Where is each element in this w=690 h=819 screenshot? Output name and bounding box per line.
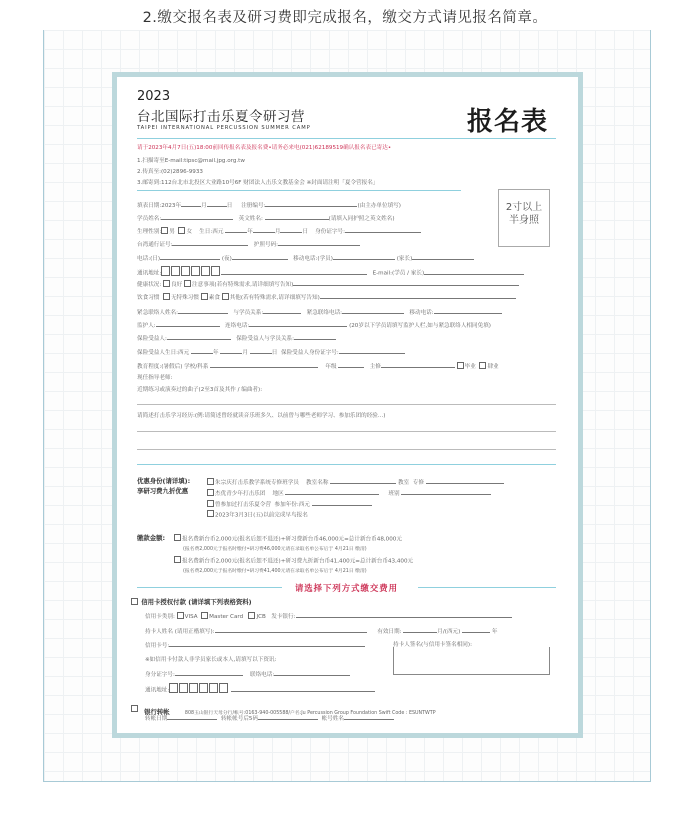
payment-opt-2 [174, 556, 413, 565]
payer-phone-field[interactable] [274, 669, 350, 676]
credit-card-option [131, 597, 252, 606]
account-name-field[interactable] [344, 713, 394, 720]
english-name-field[interactable] [265, 213, 329, 220]
major-field-2[interactable] [426, 477, 504, 484]
expiry-label: 有效日期: [377, 629, 402, 635]
non-parent-note: ※如信用卡付款人非学员家长或本人,请填写以下资讯: [145, 657, 277, 663]
expiry-month-field[interactable] [403, 626, 437, 633]
zip-box[interactable] [179, 683, 188, 693]
phone-day-label: 电话:(日) [137, 256, 161, 262]
row-gender [137, 226, 421, 235]
area-field[interactable] [285, 488, 379, 495]
ben-day-field[interactable] [250, 347, 272, 354]
heading-rule-right [418, 587, 556, 588]
camp-name-en: TAIPEI INTERNATIONAL PERCUSSION SUMMER CAMP [137, 125, 311, 131]
birth-year-field[interactable] [225, 226, 247, 233]
payer-id-label: 身分证字号: [145, 672, 175, 678]
relation-label: 与学员关系: [233, 310, 264, 316]
id-no-label: 身份证字号: [315, 229, 346, 235]
experience-line-2[interactable] [137, 449, 556, 450]
graduated-checkbox[interactable] [457, 362, 464, 369]
photo-box[interactable] [498, 189, 550, 247]
card-no-field[interactable] [169, 640, 365, 647]
reg-no-label: 注册编号: [241, 203, 266, 209]
row-emergency [137, 307, 502, 316]
diet-veg-checkbox[interactable] [201, 293, 208, 300]
phone-day-field[interactable] [160, 253, 220, 260]
payment-method-heading [137, 582, 556, 592]
zip-box[interactable] [191, 266, 200, 276]
enrolled-checkbox[interactable] [479, 362, 486, 369]
day-label-3: 日 [271, 350, 278, 356]
discount-opt4-label: 2023年3月3日(五)以前完成早鸟报名 [215, 512, 308, 519]
master-checkbox[interactable] [201, 612, 208, 619]
phone-night-field[interactable] [232, 253, 288, 260]
account-name-label: 帐号姓名 [321, 716, 345, 722]
photo-box-line2: 半身照 [509, 215, 539, 226]
zip-box[interactable] [219, 683, 228, 693]
reg-no-note: (由主办单位填写) [357, 203, 401, 209]
credit-card-title: 信用卡授权付款 (请详填下列表格资料) [141, 598, 252, 606]
row-address [137, 266, 524, 277]
payment-opt2-label: 报名费新台币2,000元(报名后恕不退还)+研习费九折新台币41,400元=总计新台币43,400元 [182, 558, 414, 565]
address-field[interactable] [221, 268, 367, 275]
payment-opt1-note: (报名费2,000元于报名时缴付•研习费46,000元请在录取名单公布后于 4月21日 缴清) [183, 547, 367, 552]
discount-opt2-checkbox[interactable] [207, 489, 214, 496]
row-phones [137, 253, 474, 262]
mobile-student-field[interactable] [333, 253, 395, 260]
form-title: 报名表 [466, 107, 548, 137]
year-label: 年 [247, 229, 253, 235]
english-name-label: 英文姓名: [238, 216, 263, 222]
month-label-3: 月 [242, 350, 249, 356]
row-fill-date [137, 200, 401, 209]
discount-opt2-label: 杰优青少年打击乐团 [215, 491, 266, 497]
mobile-parent-field[interactable] [412, 253, 474, 260]
diet-other-field[interactable] [320, 292, 516, 299]
registration-form-card [112, 72, 583, 738]
expiry-month-label: 月/(西元) [437, 629, 461, 635]
row-health [137, 279, 519, 288]
visa-checkbox[interactable] [177, 612, 184, 619]
diet-label: 饮食习惯 [137, 295, 160, 301]
address-label: 通讯地址: [137, 270, 162, 277]
diet-veg-label: 素食 [208, 295, 220, 301]
payer-id-field[interactable] [175, 669, 243, 676]
health-note-checkbox[interactable] [184, 280, 191, 287]
discount-sub-label: 享研习费九折优惠 [137, 487, 189, 495]
payment-opt1-checkbox[interactable] [174, 534, 181, 541]
class-field[interactable] [401, 488, 491, 495]
zip-box[interactable] [169, 683, 178, 693]
beneficiary-field[interactable] [167, 333, 231, 340]
row-card-no [145, 640, 365, 649]
row-guardian [137, 320, 491, 329]
tw-permit-field[interactable] [172, 239, 248, 246]
submit-method-1: 1.扫描寄至E-mail:tipsc@mail.jpg.org.tw [137, 158, 245, 164]
header-divider [137, 138, 556, 139]
diet-none-checkbox[interactable] [163, 293, 170, 300]
id-no-field[interactable] [345, 226, 421, 233]
section-divider [137, 464, 556, 465]
enrolled-label: 肄业 [487, 364, 499, 370]
year-label-3: 年 [213, 350, 219, 356]
holder-name-label: 持卡人姓名 (请用正楷填写): [145, 629, 215, 635]
row-payer-address [145, 683, 375, 694]
discount-label: 优惠身份(请详填): [137, 477, 191, 485]
health-good-checkbox[interactable] [163, 280, 170, 287]
last5-label: 转帐帐号后5码 [220, 716, 259, 722]
education-label: 教育程度:(暑假后) 学校/科系 [137, 364, 209, 370]
male-checkbox[interactable] [161, 227, 168, 234]
bank-checkbox[interactable] [131, 705, 138, 712]
experience-line-1[interactable] [137, 431, 556, 432]
issuer-field[interactable] [296, 611, 512, 618]
discount-opt-4 [207, 510, 308, 519]
class-label: 班别 [388, 491, 400, 497]
beneficiary-id-field[interactable] [339, 347, 405, 354]
zip-box[interactable] [209, 683, 218, 693]
contact-phone-label: 连络电话: [225, 323, 250, 329]
signature-label: 持卡人签名(与信用卡签名相同): [393, 642, 472, 648]
signature-box[interactable] [393, 647, 550, 675]
transfer-date-field[interactable] [167, 713, 217, 720]
passport-field[interactable] [278, 239, 360, 246]
payment-opt1-label: 报名费新台币2,000元(报名后恕不退还)+研习费新台币46,000元=总计新台币48,000元 [182, 536, 402, 543]
beneficiary-relation-label: 保险受益人与学员关系: [236, 336, 295, 342]
zip-box[interactable] [201, 266, 210, 276]
email-field[interactable] [424, 268, 524, 275]
diet-other-checkbox[interactable] [222, 293, 229, 300]
month-label: 月 [201, 203, 207, 209]
fill-date-label: 填表日期:2023年 [137, 203, 182, 209]
passport-label: 护照号码: [253, 242, 279, 248]
row-education [137, 361, 499, 370]
emergency-name-label: 紧急联络人姓名: [137, 310, 179, 316]
mobile-student-label: 移动电话:(学员) [293, 256, 333, 262]
reg-no-field[interactable] [265, 200, 357, 207]
transfer-date-label: 转帐日期 [145, 716, 168, 722]
discount-opt1-label: 朱宗庆打击乐教学系统专修班学员 [215, 480, 299, 486]
photo-box-line1: 2寸以上 [505, 202, 543, 213]
emergency-phone-label: 紧急联络电话: [306, 310, 343, 316]
ben-month-field[interactable] [220, 347, 242, 354]
payment-amount-label: 缴款金额: [137, 534, 166, 542]
jcb-label: JCB [256, 614, 266, 620]
recent-pieces-label: 近期练习或演奏过的曲子(2至3首及其作 / 编曲者): [137, 387, 263, 393]
discount-opt-3 [207, 499, 372, 508]
submit-method-3: 3.邮寄到:112台北市北投区大业路10号6F 财团法人击乐文教基金会 ※封面请注明「夏令营报名」 [137, 180, 379, 186]
row-beneficiary-birthday [137, 347, 405, 356]
health-good-label: 良好 [171, 282, 183, 288]
issuer-label: 发卡银行: [271, 614, 296, 620]
english-name-note: (请填入同护照之英文姓名) [328, 216, 395, 222]
tw-permit-label: 台湾通行证号: [137, 242, 173, 248]
major-label: 主修 [369, 364, 381, 370]
zip-box[interactable] [211, 266, 220, 276]
payment-opt2-checkbox[interactable] [174, 556, 181, 563]
card-type-label: 信用卡类别: [145, 614, 175, 620]
phone-night-label: (夜) [221, 256, 232, 262]
major-label-2: 专修 [412, 480, 424, 486]
card-no-label: 信用卡号: [145, 643, 170, 649]
zip-box[interactable] [171, 266, 180, 276]
form-year: 2023 [137, 89, 171, 104]
zip-box[interactable] [181, 266, 190, 276]
room-field[interactable] [330, 477, 396, 484]
discount-opt-1 [207, 477, 504, 486]
payer-address-field[interactable] [231, 685, 375, 692]
discount-opt4-checkbox[interactable] [207, 510, 214, 517]
zip-box[interactable] [199, 683, 208, 693]
discount-opt3-label: 曾参加过打击乐夏令营 [215, 502, 271, 508]
camp-name-cn: 台北国际打击乐夏令研习营 [137, 109, 305, 125]
discount-opt-2 [207, 488, 491, 497]
day-field[interactable] [207, 200, 227, 207]
credit-card-checkbox[interactable] [131, 598, 138, 605]
row-card-type [145, 611, 512, 620]
holder-name-field[interactable] [215, 626, 367, 633]
guardian-label: 监护人: [137, 323, 156, 329]
day-label-2: 日 [302, 229, 309, 235]
month-label-2: 月 [274, 229, 281, 235]
visa-label: VISA [184, 614, 198, 620]
row-bank-transfer [145, 713, 394, 722]
master-label: Master Card [209, 614, 244, 620]
relation-field[interactable] [263, 307, 301, 314]
grade-label: 年级 [325, 364, 337, 370]
area-label: 地区 [272, 491, 284, 497]
diet-other-label: 其他(若有特殊需求,请详细填写告知) [229, 295, 320, 301]
zip-box[interactable] [189, 683, 198, 693]
row-payer-id [145, 669, 350, 678]
birth-day-field[interactable] [280, 226, 302, 233]
mobile-parent-label: (家长) [396, 256, 413, 262]
jcb-checkbox[interactable] [248, 612, 255, 619]
beneficiary-label: 保险受益人: [137, 336, 167, 342]
payer-address-label: 通讯地址: [145, 687, 170, 694]
health-note-field[interactable] [293, 279, 519, 286]
student-name-label: 学员姓名: [137, 216, 162, 222]
graduated-label: 毕业 [464, 364, 476, 370]
teacher-label: 现任指导老师: [137, 375, 173, 381]
emergency-phone-field[interactable] [342, 307, 404, 314]
payer-phone-label: 联络电话: [249, 672, 275, 678]
bank-info: 808玉山银行天母分行/帐号:0163-940-005588/户名:Ju Percussion Group Foundation Swift Code : ESUNTWTP [184, 711, 436, 716]
submit-method-2: 2.传真至:(02)2896-9933 [137, 169, 203, 175]
room-label: 教室名称 [306, 480, 329, 486]
payment-method-heading-text: 请选择下列方式缴交费用 [294, 583, 399, 593]
month-field[interactable] [181, 200, 201, 207]
grade-field[interactable] [338, 361, 364, 368]
gender-label: 生理性别: [137, 229, 162, 235]
major-field[interactable] [381, 361, 455, 368]
expiry-year-label: 年 [491, 629, 498, 635]
discount-opt3-checkbox[interactable] [207, 500, 214, 507]
female-label: 女 [186, 229, 193, 235]
join-year-field[interactable] [312, 499, 372, 506]
last5-field[interactable] [258, 713, 318, 720]
payment-opt2-note: (报名费2,000元于报名时缴付•研习费41,400元请在录取名单公布后于 4月21日 缴清) [183, 569, 367, 574]
email-label: E-mail:(学员 / 家长) [372, 270, 425, 277]
mobile-label: 移动电话: [409, 310, 434, 316]
beneficiary-id-label: 保险受益人身份证字号: [280, 350, 339, 356]
ben-year-field[interactable] [191, 347, 213, 354]
birth-month-field[interactable] [253, 226, 275, 233]
beneficiary-relation-field[interactable] [294, 333, 336, 340]
instruction-note: 2.缴交报名表及研习费即完成报名，缴交方式请见报名简章。 [142, 10, 548, 26]
beneficiary-birthday-label: 保险受益人生日:西元 [137, 350, 190, 356]
mobile-field[interactable] [434, 307, 502, 314]
student-name-field[interactable] [161, 213, 233, 220]
experience-label: 请简述打击乐学习经历:(例:请简述曾经就读音乐班多久、以前曾与哪些老师学习、参加乐团的经验...) [137, 413, 386, 419]
school-field[interactable] [210, 361, 318, 368]
emergency-name-field[interactable] [178, 307, 228, 314]
recent-pieces-line[interactable] [137, 404, 556, 405]
guardian-field[interactable] [156, 320, 220, 327]
male-label: 男 [169, 229, 175, 235]
payment-opt-1 [174, 534, 402, 543]
contact-phone-field[interactable] [249, 320, 347, 327]
female-checkbox[interactable] [178, 227, 185, 234]
birthday-label: 生日:西元 [199, 229, 224, 235]
join-year-label: 参加年份:西元 [274, 502, 310, 508]
expiry-year-field[interactable] [462, 626, 490, 633]
guardian-note: (20岁以下学员请填写监护人栏,如与紧急联络人相同免填) [349, 323, 491, 329]
zip-box[interactable] [161, 266, 170, 276]
diet-none-label: 无特殊习惯 [170, 295, 199, 301]
row-beneficiary [137, 333, 336, 342]
notice-divider [137, 190, 461, 191]
deadline-notice: 请于2023年4月7日(五)18:00前回传报名表及报名费•请务必来电(021)62189519确认报名表已寄达• [137, 145, 392, 151]
day-label: 日 [226, 203, 233, 209]
room-suffix: 教室 [398, 480, 410, 486]
health-label: 健康状况: [137, 282, 162, 288]
row-names [137, 213, 395, 222]
row-diet [137, 292, 516, 301]
row-permit [137, 239, 360, 248]
bank-title: 银行转帐 [144, 708, 170, 716]
discount-opt1-checkbox[interactable] [207, 478, 214, 485]
row-holder [145, 626, 497, 635]
health-note-label: 注意事项(若有特殊需求,请详细填写告知) [192, 282, 294, 288]
